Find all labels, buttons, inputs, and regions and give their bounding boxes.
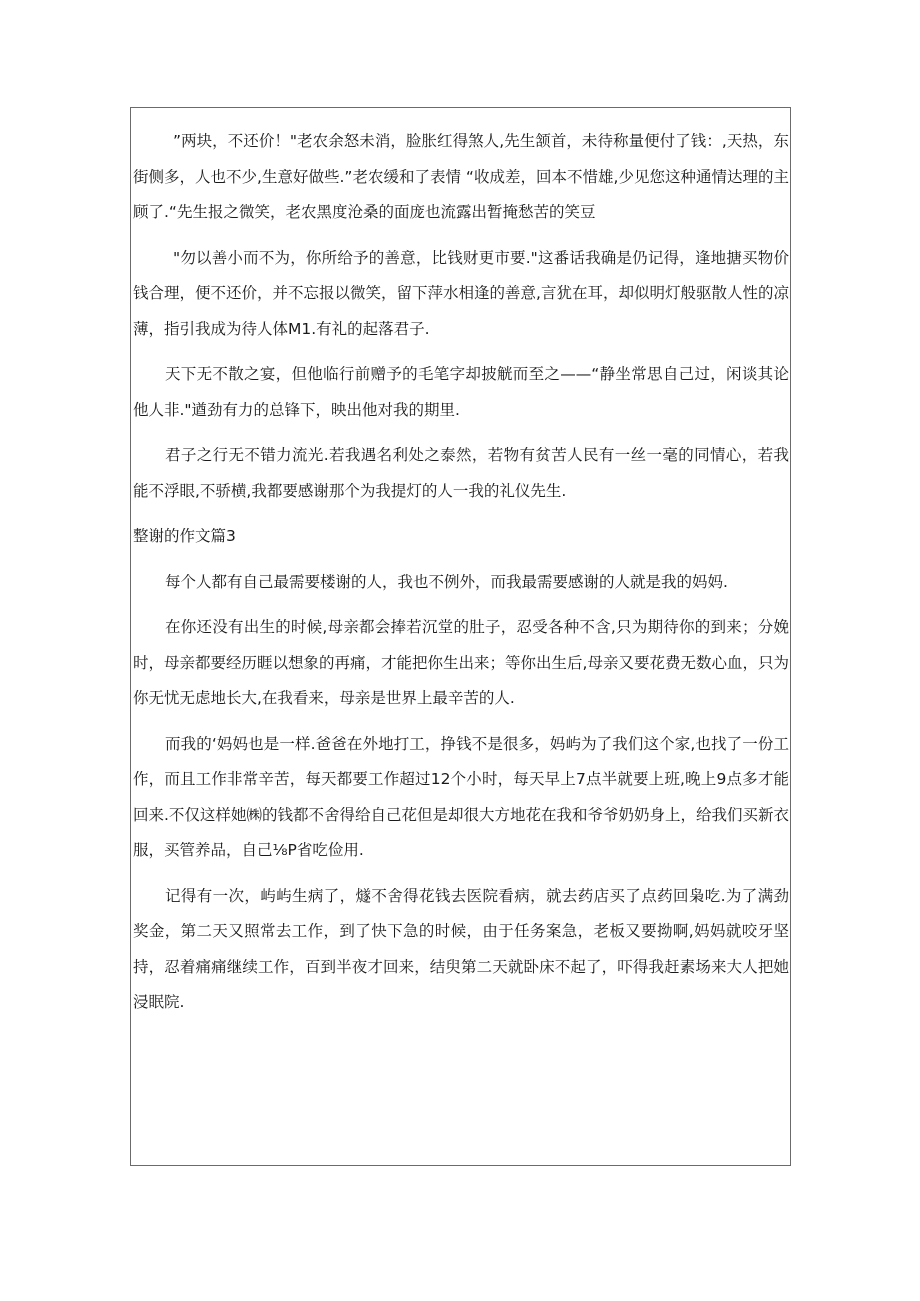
paragraph: 君子之行无不错力流光.若我遇名利处之泰然，若物有贫苦人民有一丝一毫的同情心，若我能不浮眼,不骄横,我都要感谢那个为我提灯的人一我的礼仪先生. (133, 446, 789, 500)
paragraph: "勿以善小而不为，你所给予的善意，比钱财更市要."这番话我确是仍记得，逢地搪买物价钱合理，便不还价，并不忘报以微笑，留下萍水相逢的善意,言犹在耳，却似明灯般驱散人性的凉薄，指引我成为待人体M1.有礼的起落君子. (133, 248, 789, 338)
paragraph: 而我的‘妈妈也是一样.爸爸在外地打工，挣钱不是很多，妈屿为了我们这个家,也找了一份工作，而且工作非常辛苦，每天都要工作超过12个小时，每天早上7点半就要上班,晚上9点多才能回来.不仅这样她㈱的钱都不舍得给自己花但是却很大方地花在我和爷爷奶奶身上，给我们买新衣服，买管养品，自己⅛P省吃俭用. (133, 734, 789, 859)
paragraph: 在你还没有出生的时候,母亲都会捧若沉堂的肚子，忍受各种不含,只为期待你的到来；分娩时，母亲都要经历睚以想象的再痛，才能把你生出来；等你出生后,母亲又要花费无数心血，只为你无忧无虑地长大,在我看来，母亲是世界上最辛苦的人. (133, 618, 789, 707)
paragraph: 记得有一次，屿屿生病了，燧不舍得花钱去医院看病，就去药店买了点药回枭吃.为了满劲奖金，第二天又照常去工作，到了快下急的时候，由于任务案急，老板又要拗啊,妈妈就咬牙坚持，忍着痛痛继续工作，百到半夜才回来，结臾第二天就卧床不起了，吓得我赶素场来大人把她浸眠院. (133, 886, 789, 1011)
section-heading: 整谢的作文篇3 (133, 527, 236, 545)
paragraph: ”两块，不还价！"老农余怒未消，脸胀红得煞人,先生颔首，未待称量便付了钱：,天热，东街侧多，人也不少,生意好做些.”老农缓和了表情 “收成差，回本不惜雄,少见您这种通情达理的主顾了.“先生报之微笑，老农黑度沧桑的面庞也流露出暂掩愁苦的笑豆 (133, 132, 789, 221)
paragraph: 天下无不散之宴，但他临行前赠予的毛笔字却披觥而至之——“静坐常思自己过，闲谈其论他人非."遒劲有力的总锋下，映出他对我的期里. (133, 365, 789, 419)
paragraph: 每个人都有自己最需要楼谢的人，我也不例外，而我最需要感谢的人就是我的妈妈. (165, 572, 728, 591)
document-body (133, 124, 789, 1031)
